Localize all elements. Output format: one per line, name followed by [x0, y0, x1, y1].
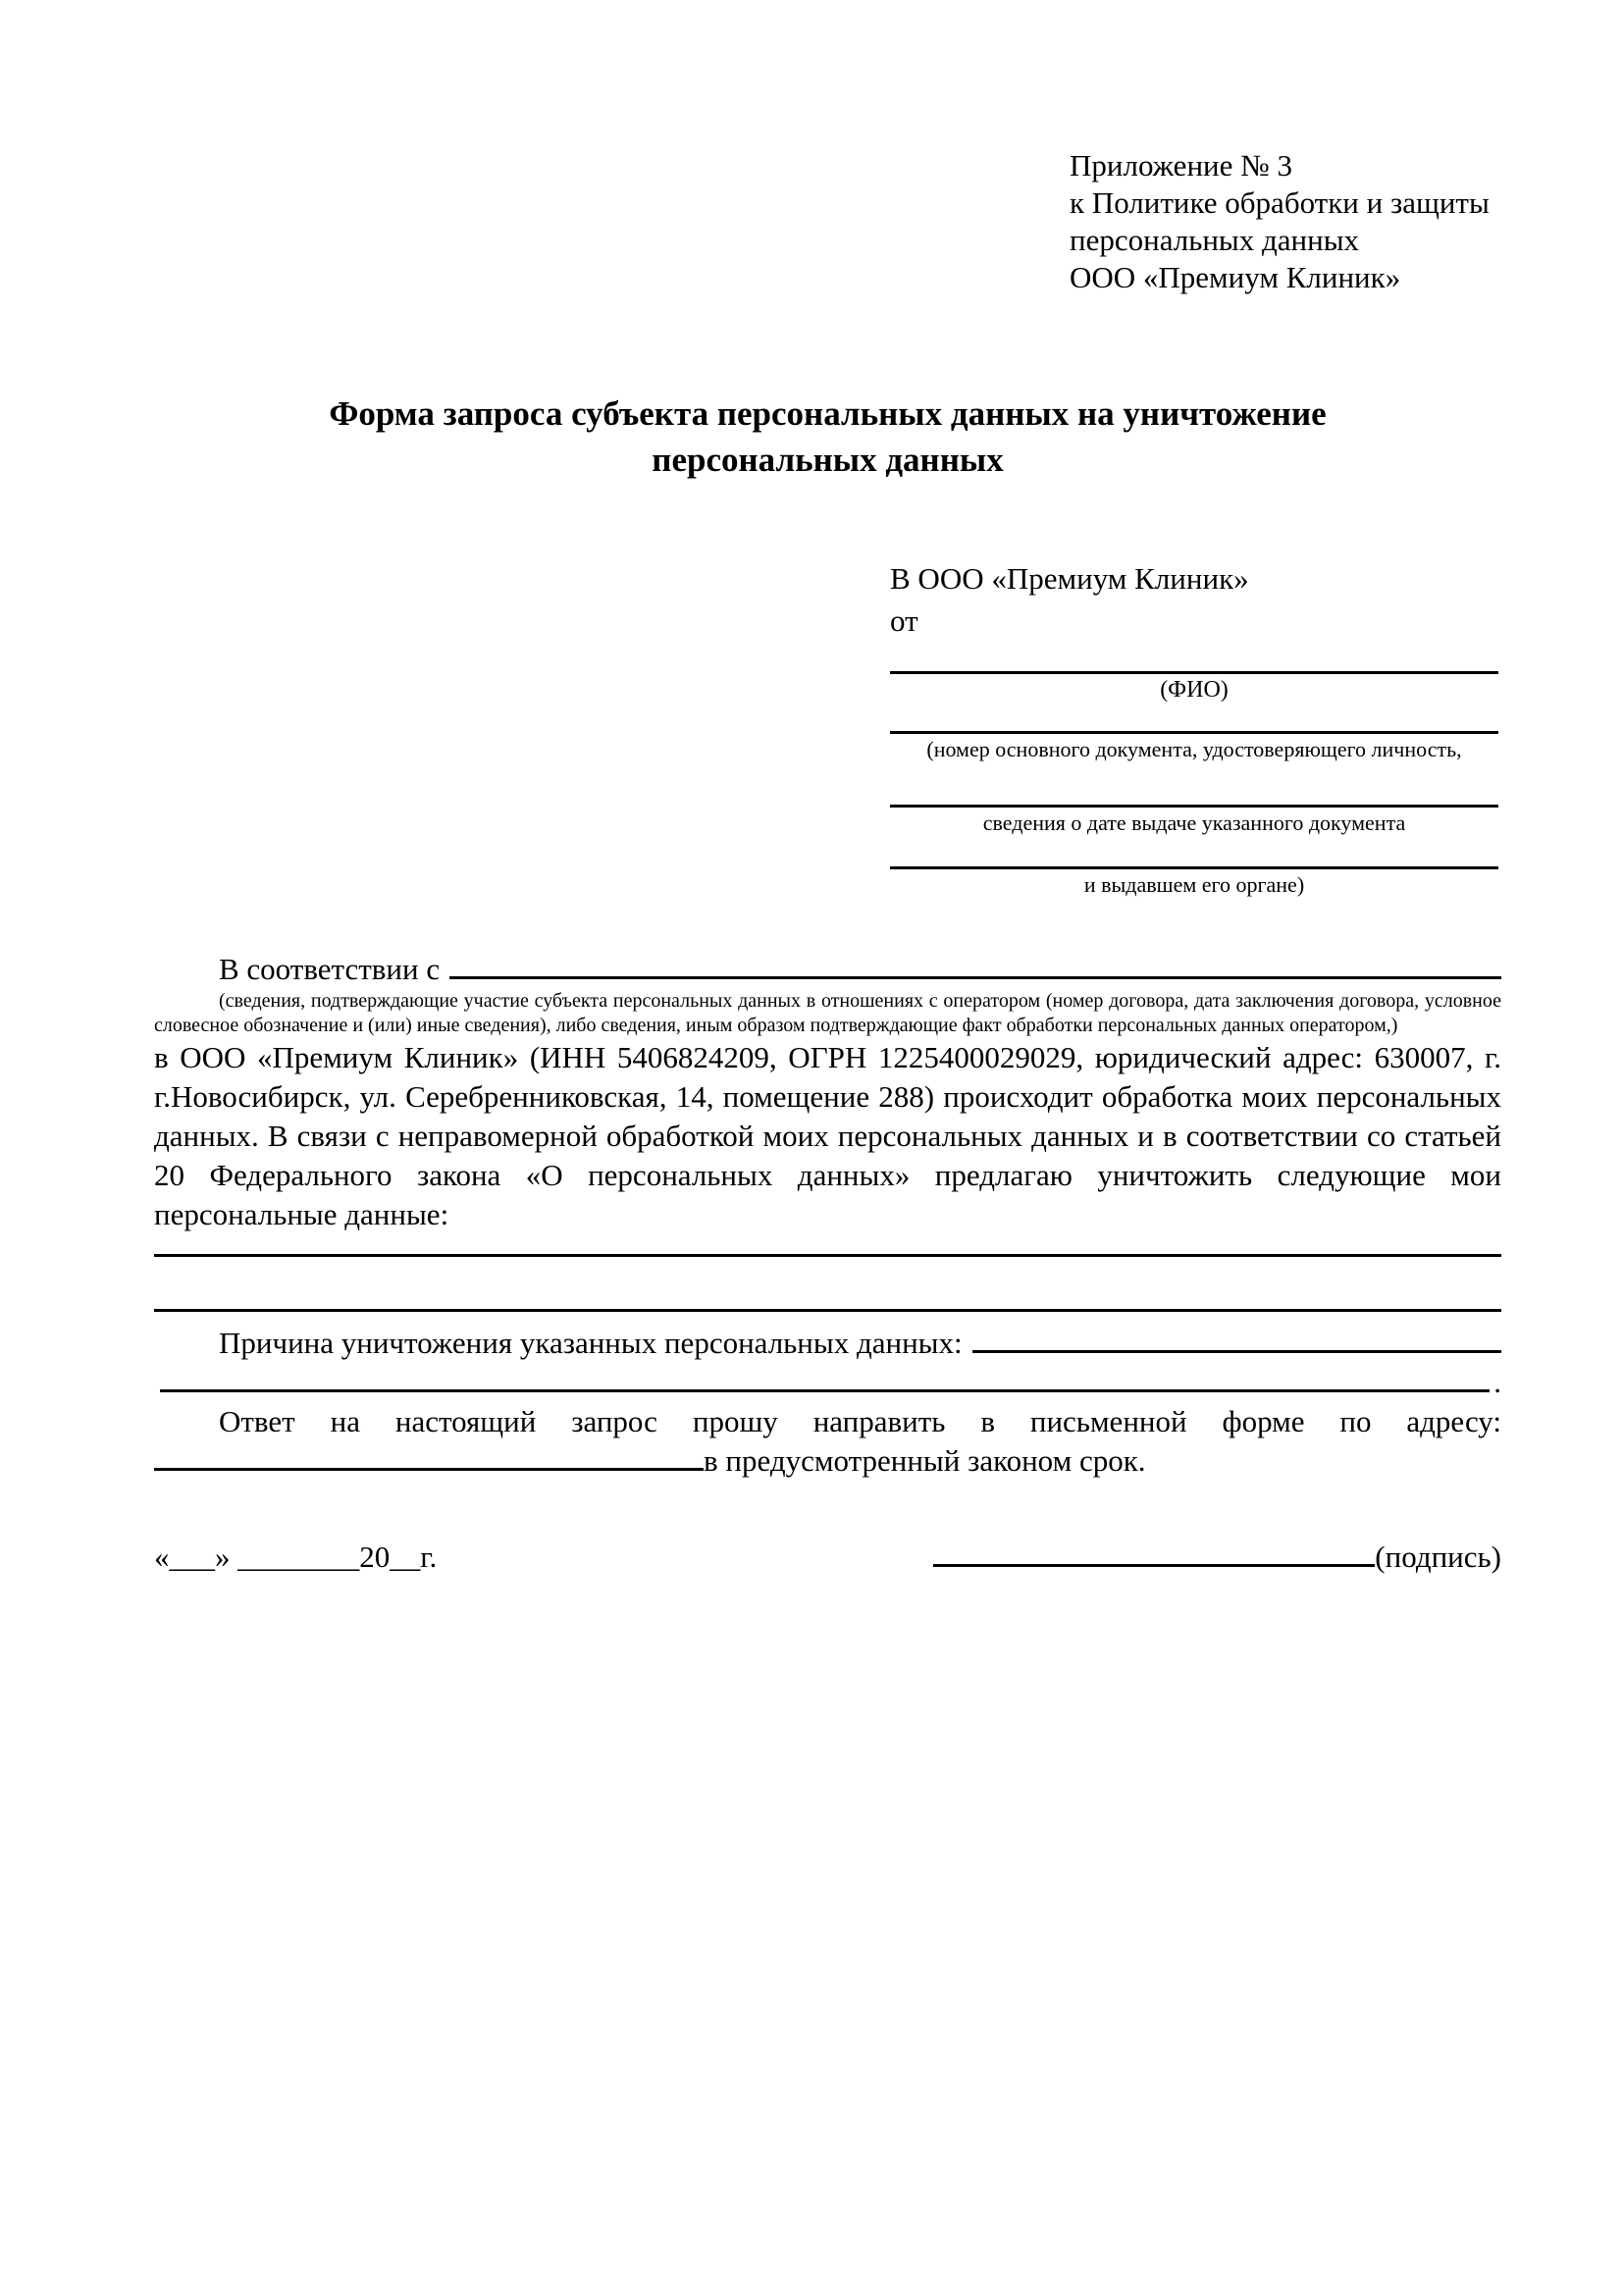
appendix-header-line: ООО «Премиум Клиник» — [1070, 260, 1401, 294]
main-paragraph: в ООО «Премиум Клиник» (ИНН 5406824209, ОГРН 1225400029029, юридический адрес: 630007, г. г.Новосибирск, ул. Серебренниковская, 14, помещение 288) происходит обработка моих персональных данных. В связи с неправомерной обработкой моих персональных данных и в соответствии со статьей 20 Федерального закона «О персональных данных» предлагаю уничтожить следующие мои персональные данные: — [154, 1040, 1501, 1231]
document-title-line: Форма запроса субъекта персональных данных на уничтожение — [329, 394, 1327, 433]
appendix-header-line: персональных данных — [1070, 223, 1360, 257]
fio-caption: (ФИО) — [1160, 677, 1229, 703]
personal-data-fill-line — [154, 1257, 1501, 1312]
appendix-header — [1070, 147, 1531, 296]
reason-prefix: Причина уничтожения указанных персональных данных: — [219, 1326, 963, 1360]
document-issuer-fill-line — [890, 837, 1498, 869]
answer-paragraph: Ответ на настоящий запрос прошу направить в письменной форме по адресу: — [219, 1404, 1501, 1438]
document-body — [154, 950, 1501, 1481]
appendix-header-line: к Политике обработки и защиты — [1070, 185, 1490, 220]
answer-address-row — [154, 1441, 1501, 1481]
reason-continuation-row — [154, 1363, 1501, 1402]
fio-fill-line — [890, 642, 1498, 674]
reason-fill-line — [972, 1350, 1501, 1353]
document-issue-date-caption: сведения о дате выдаче указанного документа — [982, 810, 1406, 835]
recipient-from-label: от — [890, 603, 918, 638]
accordance-small-note: (сведения, подтверждающие участие субъекта персональных данных в отношениях с оператором (номер договора, дата заключения договора, условное словесное обозначение и (или) иные сведения), либо сведения, иным образом подтверждающие факт обработки персональных данных оператором,) — [154, 990, 1501, 1036]
document-number-caption: (номер основного документа, удостоверяющего личность, — [926, 737, 1462, 761]
reason-row — [154, 1324, 1501, 1363]
accordance-fill-line — [449, 976, 1501, 979]
signature-group — [933, 1537, 1501, 1578]
document-footer — [154, 1537, 1501, 1578]
address-fill-line — [154, 1468, 704, 1471]
document-title-line: персональных данных — [652, 441, 1004, 479]
recipient-to: В ООО «Премиум Клиник» — [890, 561, 1249, 596]
reason-fill-line — [160, 1389, 1490, 1392]
signature-caption: (подпись) — [1375, 1539, 1501, 1574]
accordance-prefix: В соответствии с — [219, 952, 441, 986]
signature-fill-line — [933, 1564, 1375, 1567]
document-number-fill-line — [890, 704, 1498, 734]
document-issue-date-fill-line — [890, 763, 1498, 808]
sentence-period: . — [1493, 1365, 1501, 1399]
date-blank-line: «___» ________20__г. — [154, 1539, 438, 1574]
recipient-block — [890, 557, 1498, 899]
document-title — [154, 391, 1501, 483]
personal-data-fill-line — [154, 1234, 1501, 1257]
document-issuer-caption: и выдавшем его органе) — [1083, 872, 1305, 897]
answer-suffix: в предусмотренный законом срок. — [704, 1443, 1146, 1478]
appendix-header-line: Приложение № 3 — [1070, 148, 1292, 183]
accordance-row — [154, 950, 1501, 989]
